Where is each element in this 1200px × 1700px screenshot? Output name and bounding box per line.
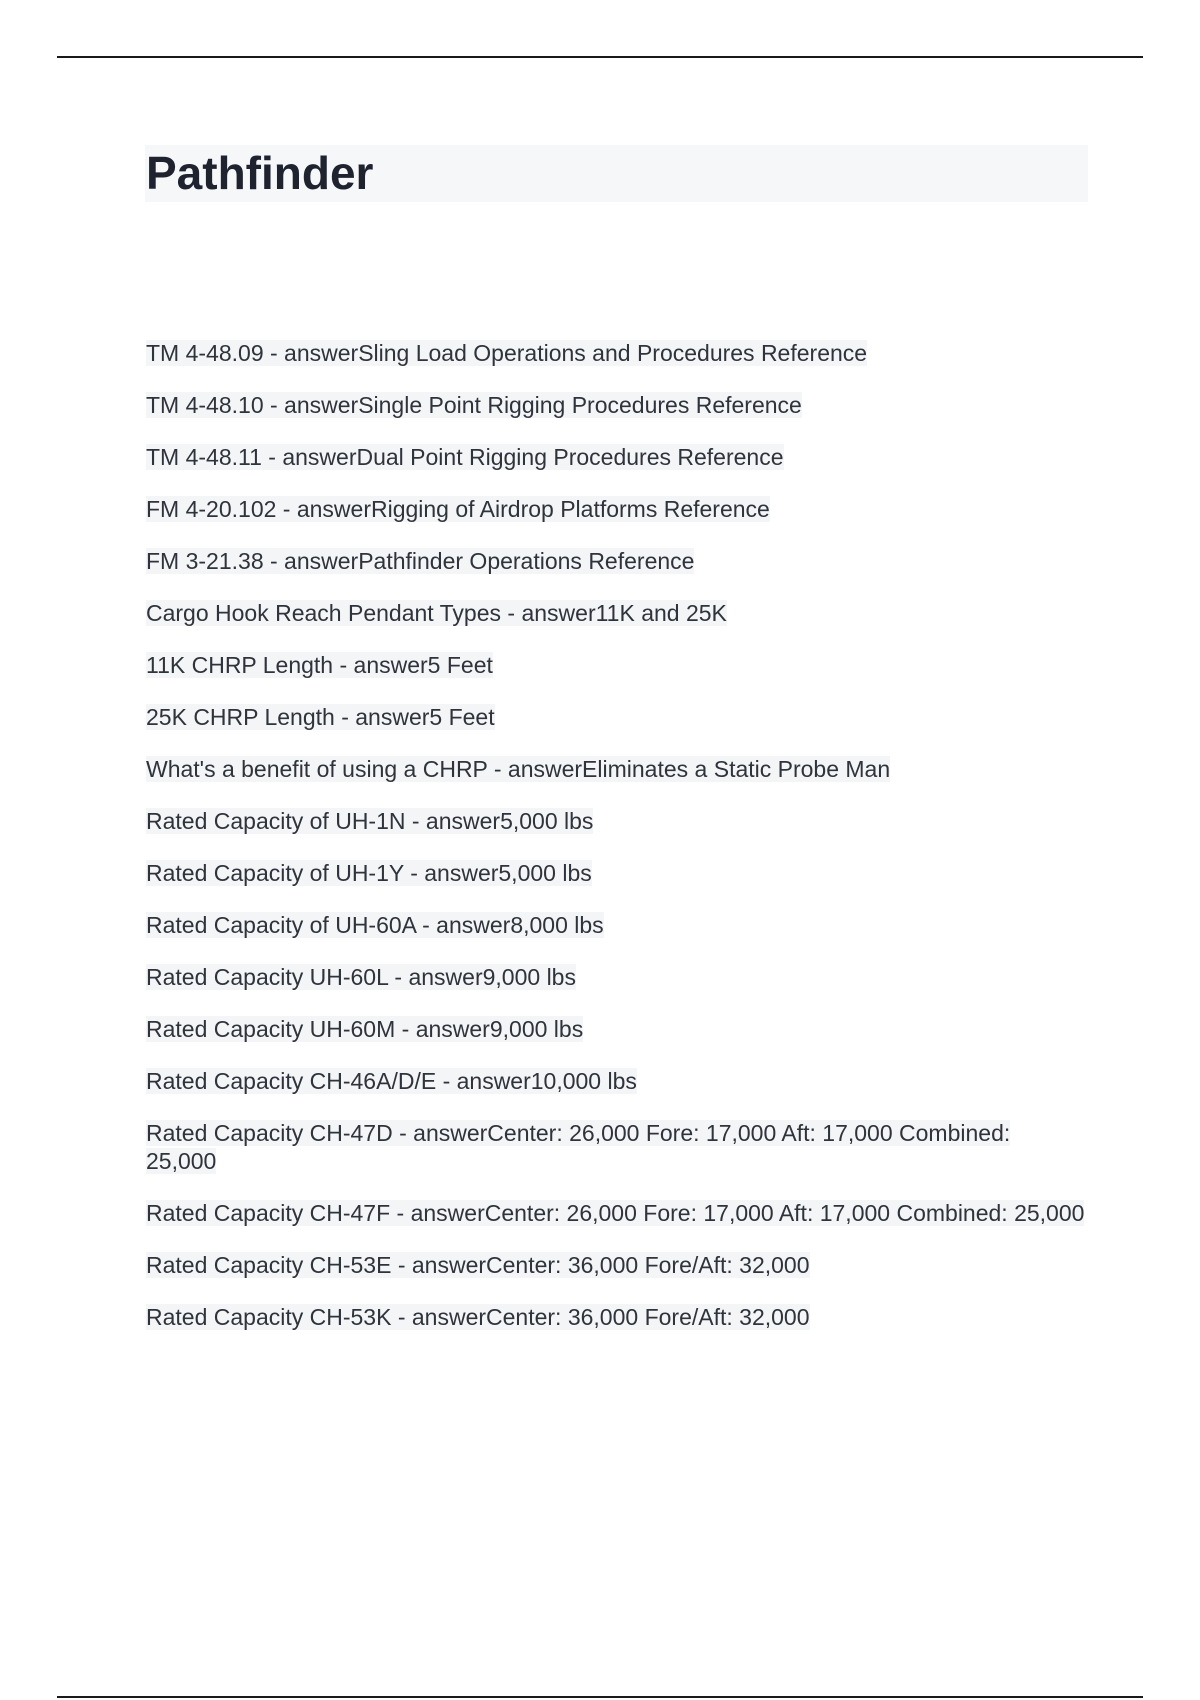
list-item-text: TM 4-48.11 - answerDual Point Rigging Procedures Reference [146,444,784,470]
list-item [146,599,1086,627]
list-item [146,1251,1086,1279]
list-item [146,703,1086,731]
list-item-text: Rated Capacity UH-60M - answer9,000 lbs [146,1016,584,1042]
list-item [146,1303,1086,1331]
qa-list [146,339,1086,1355]
list-item [146,443,1086,471]
list-item [146,651,1086,679]
list-item [146,1067,1086,1095]
page-title: Pathfinder [146,147,374,199]
list-item-text: Rated Capacity of UH-60A - answer8,000 lbs [146,912,604,938]
list-item-text: Rated Capacity of UH-1Y - answer5,000 lbs [146,860,592,886]
list-item [146,1119,1086,1175]
list-item [146,963,1086,991]
bottom-rule [57,1696,1143,1698]
list-item-text: Rated Capacity CH-46A/D/E - answer10,000 lbs [146,1068,637,1094]
list-item-text: FM 3-21.38 - answerPathfinder Operations Reference [146,548,695,574]
list-item-text: Rated Capacity CH-53E - answerCenter: 36,000 Fore/Aft: 32,000 [146,1252,810,1278]
list-item-text: Rated Capacity CH-47D - answerCenter: 26,000 Fore: 17,000 Aft: 17,000 Combined: 25,000 [146,1120,1011,1174]
list-item [146,391,1086,419]
list-item-text: What's a benefit of using a CHRP - answerEliminates a Static Probe Man [146,756,891,782]
list-item [146,755,1086,783]
list-item [146,1015,1086,1043]
list-item-text: Rated Capacity CH-47F - answerCenter: 26,000 Fore: 17,000 Aft: 17,000 Combined: 25,000 [146,1200,1085,1226]
list-item [146,1199,1086,1227]
list-item [146,339,1086,367]
list-item-text: Rated Capacity CH-53K - answerCenter: 36,000 Fore/Aft: 32,000 [146,1304,810,1330]
list-item-text: 25K CHRP Length - answer5 Feet [146,704,495,730]
list-item [146,807,1086,835]
list-item-text: FM 4-20.102 - answerRigging of Airdrop Platforms Reference [146,496,770,522]
list-item-text: TM 4-48.09 - answerSling Load Operations and Procedures Reference [146,340,868,366]
list-item [146,859,1086,887]
list-item [146,547,1086,575]
list-item-text: 11K CHRP Length - answer5 Feet [146,652,493,678]
top-rule [57,56,1143,58]
list-item-text: Rated Capacity of UH-1N - answer5,000 lbs [146,808,594,834]
list-item-text: TM 4-48.10 - answerSingle Point Rigging Procedures Reference [146,392,802,418]
list-item [146,495,1086,523]
list-item [146,911,1086,939]
list-item-text: Cargo Hook Reach Pendant Types - answer11K and 25K [146,600,727,626]
list-item-text: Rated Capacity UH-60L - answer9,000 lbs [146,964,576,990]
